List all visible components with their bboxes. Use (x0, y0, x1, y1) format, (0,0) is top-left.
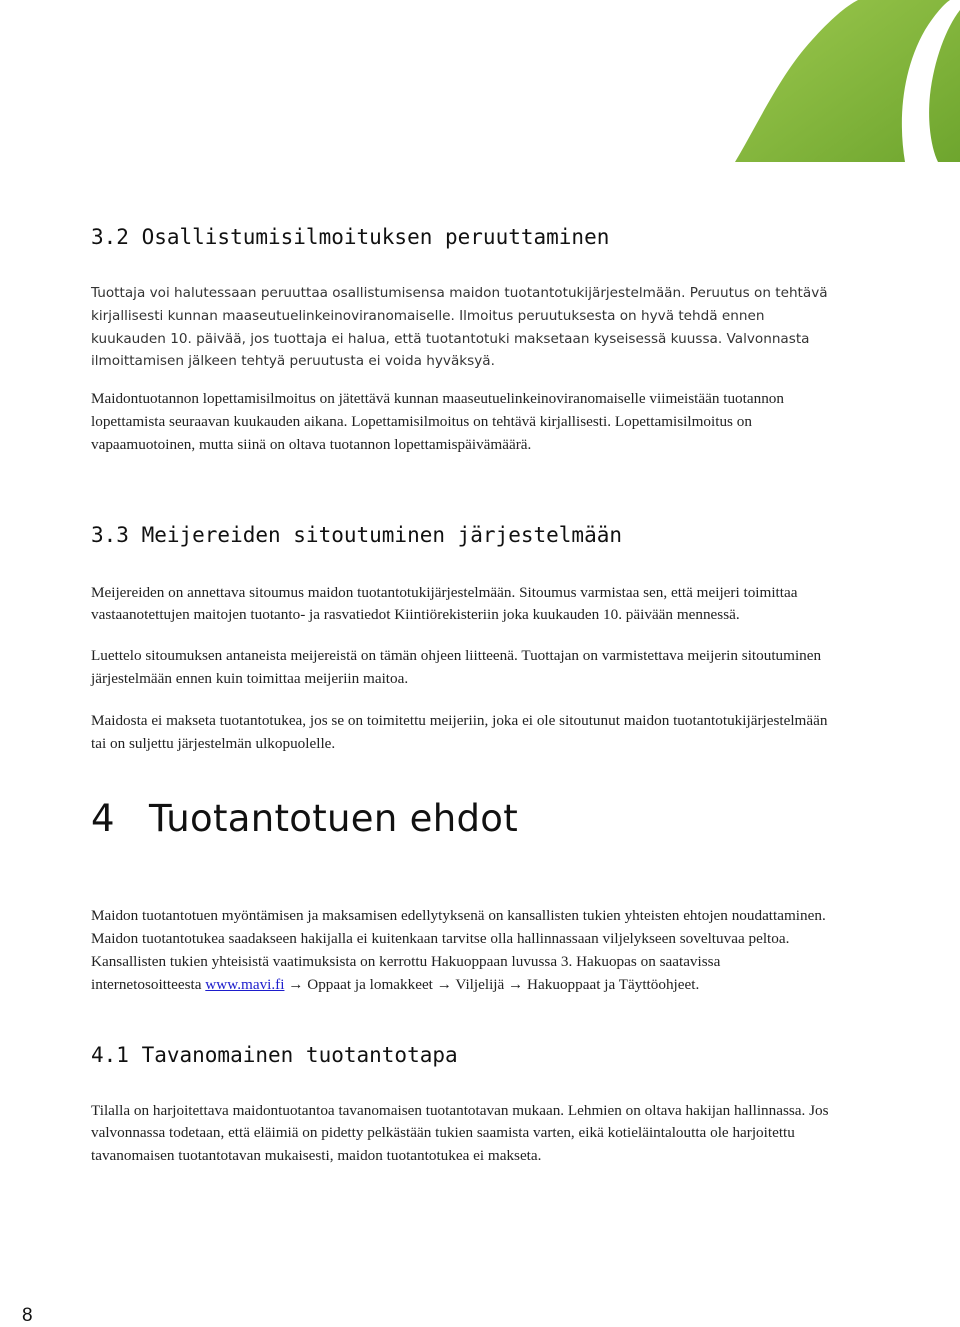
chapter-title: Tuotantotuen ehdot (149, 797, 519, 841)
section-heading-3-3: 3.3 Meijereiden sitoutuminen järjestelmään (91, 522, 623, 547)
paragraph-text: Maidon tuotantotuen myöntämisen ja maksamisen edellytyksenä on kansallisten tukien yhteisten ehtojen noudattaminen. Maidon tuotantotukea saadakseen hakijalla ei kuitenkaan tarvitse olla hallinnassaan viljelykseen soveltuvaa peltoa. Kansallisten tukien yhteisistä vaatimuksista on kerrottu Hakuoppaan luvussa 3. Hakuopas on saatavissa internetosoitteesta (91, 907, 826, 993)
paragraph: Tilalla on harjoitettava maidontuotantoa tavanomaisen tuotantotavan mukaan. Lehmien on oltava hakijan hallinnassa. Jos valvonnassa todetaan, että eläimiä on pidetty pelkästään tukien saamista varten, eikä kotieläintaloutta ole harjoitettu tavanomaisen tuotantotavan mukaisesti, maidon tuotantotukea ei makseta. (91, 1101, 829, 1165)
leaf-graphic (0, 0, 960, 162)
paragraph: Maidosta ei makseta tuotantotukea, jos se on toimitettu meijeriin, joka ei ole sitoutunut maidon tuotantotukijärjestelmään tai on suljettu järjestelmän ulkopuolelle. (91, 711, 828, 752)
chapter-number: 4 (91, 797, 115, 841)
page-content (91, 222, 831, 1168)
paragraph-with-link (91, 905, 831, 996)
header-leaf-graphic (0, 0, 960, 162)
paragraph: Tuottaja voi halutessaan peruuttaa osallistumisensa maidon tuotantotukijärjestelmään. Peruutus on tehtävä kirjallisesti kunnan maaseutuelinkeinoviranomaiselle. Ilmoitus peruutuksesta on hyvä tehdä ennen kuukauden 10. päivää, jos tuottaja ei halua, että tuotantotuki maksetaan kyseisessä kuussa. Valvonnasta ilmoittamisen jälkeen tehtyä peruutusta ei voida hyväksyä. (91, 285, 828, 370)
mavi-link[interactable]: www.mavi.fi (205, 975, 285, 993)
paragraph: Maidontuotannon lopettamisilmoitus on jätettävä kunnan maaseutuelinkeinoviranomaiselle viimeistään tuotannon lopettamista seuraavan kuukauden aikana. Lopettamisilmoitus on tehtävä kirjallisesti. Lopettamisilmoitus on vapaamuotoinen, mutta siinä on oltava tuotannon lopettamispäivämäärä. (91, 390, 784, 453)
page-number: 8 (22, 1305, 33, 1326)
paragraph-text: → Oppaat ja lomakkeet → Viljelijä → Hakuoppaat ja Täyttöohjeet. (284, 975, 700, 993)
chapter-heading-4 (91, 797, 831, 841)
paragraph: Meijereiden on annettava sitoumus maidon tuotantotukijärjestelmään. Sitoumus varmistaa sen, että meijeri toimittaa vastaanotettujen maitojen tuotanto- ja rasvatiedot Kiintiörekisteriin joka kuukauden 10. päivään mennessä. (91, 583, 798, 624)
paragraph: Luettelo sitoumuksen antaneista meijereistä on tämän ohjeen liitteenä. Tuottajan on varmistettava meijerin sitoutuminen järjestelmään ennen kuin toimittaa meijeriin maitoa. (91, 647, 822, 687)
section-heading-3-2: 3.2 Osallistumisilmoituksen peruuttaminen (91, 225, 610, 249)
section-heading-4-1: 4.1 Tavanomainen tuotantotapa (91, 1042, 458, 1067)
